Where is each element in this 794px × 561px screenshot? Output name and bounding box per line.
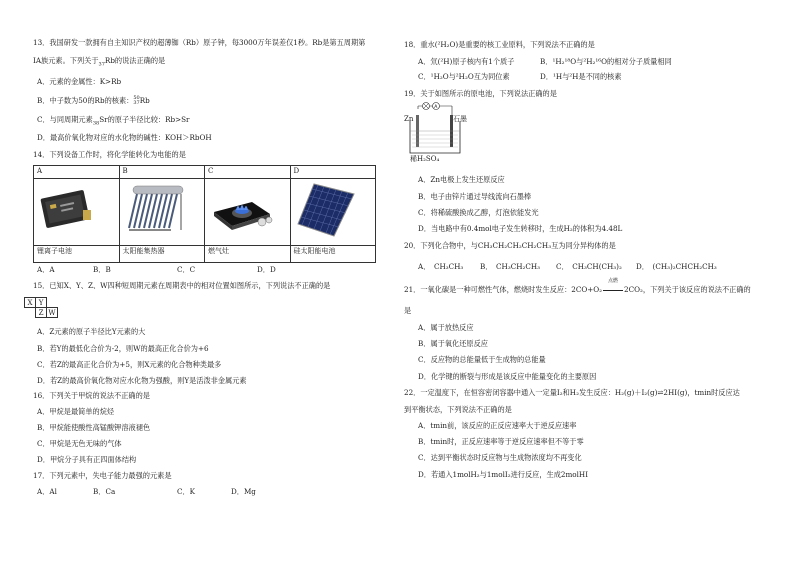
q21-option-a[interactable]: A．属于放热反应 bbox=[418, 323, 474, 332]
q21-option-d[interactable]: D．化学键的断裂与形成是该反应中能量变化的主要原因 bbox=[418, 372, 597, 381]
q19-option-c[interactable]: C．将稀硫酸换成乙醇，灯泡依能发光 bbox=[418, 208, 539, 217]
silicon-solar-panel-icon bbox=[294, 180, 360, 238]
q20-option-b[interactable]: B． CH₃CH₂CH₃ bbox=[480, 262, 541, 271]
q13-option-d[interactable]: D．最高价氧化物对应的水化物的碱性：KOH＞RbOH bbox=[37, 133, 212, 142]
q14-label-b: 太阳能集热器 bbox=[119, 245, 205, 262]
q14-label-d: 硅太阳能电池 bbox=[290, 245, 376, 262]
q14-header-b: B bbox=[119, 166, 205, 179]
q19-option-a[interactable]: A．Zn电极上发生还原反应 bbox=[418, 175, 505, 184]
q14-header-c: C bbox=[205, 166, 291, 179]
q14-image-cell-d bbox=[290, 179, 376, 245]
q16-option-d[interactable]: D．甲烷分子具有正四面体结构 bbox=[37, 455, 137, 464]
q17-option-c[interactable]: C．K bbox=[177, 487, 196, 496]
q16-option-c[interactable]: C．甲烷是无色无味的气体 bbox=[37, 439, 122, 448]
q13-stem-line1: 13．我国研发一款拥有自主知识产权的超薄铷（Rb）原子钟，每3000万年误差仅1秒。Rb是第五周期第 bbox=[33, 38, 366, 47]
q15-periodic-grid bbox=[24, 297, 64, 323]
q17-stem: 17．下列元素中，失电子能力最强的元素是 bbox=[33, 471, 172, 480]
lithium-battery-icon bbox=[37, 180, 97, 236]
q21-option-b[interactable]: B．属于氧化还原反应 bbox=[418, 339, 488, 348]
q13-option-b[interactable]: B．中子数为50的Rb的核素：50 37Rb bbox=[37, 95, 150, 106]
dilute-sulfuric-acid-label: 稀H₂SO₄ bbox=[410, 155, 440, 163]
q19-option-b[interactable]: B．电子由锌片通过导线流向石墨棒 bbox=[418, 192, 532, 201]
zn-electrode-label: Zn bbox=[404, 115, 414, 123]
q19-galvanic-cell-diagram bbox=[404, 101, 474, 165]
q14-image-cell-b bbox=[119, 179, 205, 245]
q13-option-a[interactable]: A．元素的金属性：K>Rb bbox=[37, 77, 122, 86]
q15-option-b[interactable]: B．若Y的最低化合价为-2，则W的最高正化合价为+6 bbox=[37, 344, 209, 353]
solar-water-heater-icon bbox=[123, 180, 189, 238]
q18-option-b[interactable]: B．¹H₂¹⁸O与²H₂¹⁶O的相对分子质量相同 bbox=[540, 57, 672, 66]
q20-option-a[interactable]: A． CH₃CH₃ bbox=[418, 262, 464, 271]
q22-option-a[interactable]: A．tmin前，该反应的正反应速率大于逆反应速率 bbox=[418, 421, 577, 430]
q21-condition: 点燃 bbox=[608, 278, 619, 284]
grid-cell-y: Y bbox=[35, 297, 47, 308]
q14-header-a: A bbox=[34, 166, 120, 179]
q22-stem-line2: 到平衡状态，下列说法不正确的是 bbox=[404, 405, 512, 414]
q17-option-a[interactable]: A．Al bbox=[37, 487, 57, 496]
q22-option-b[interactable]: B．tmin时，正反应速率等于逆反应速率但不等于零 bbox=[418, 437, 584, 446]
gas-stove-icon bbox=[208, 180, 274, 238]
q14-label-c: 燃气灶 bbox=[205, 245, 291, 262]
q13-stem-line2: ⅠA族元素。下列关于$_{37}$Rb的说法正确的是 bbox=[33, 56, 166, 68]
q20-option-d[interactable]: D． (CH₃)₂CHCH₂CH₃ bbox=[636, 262, 717, 271]
q14-label-a: 锂离子电池 bbox=[34, 245, 120, 262]
q15-option-a[interactable]: A．Z元素的原子半径比Y元素的大 bbox=[37, 327, 146, 336]
svg-text:A: A bbox=[434, 105, 438, 110]
q17-option-d[interactable]: D．Mg bbox=[231, 487, 256, 496]
q21-product: 2CO₂ bbox=[624, 285, 643, 294]
q15-option-d[interactable]: D．若Z的最高价氧化物对应水化物为强酸，则Y是活泼非金属元素 bbox=[37, 376, 247, 385]
q18-option-c[interactable]: C．¹H₂O与²H₂O互为同位素 bbox=[418, 72, 510, 81]
q16-stem: 16．下列关于甲烷的说法不正确的是 bbox=[33, 391, 150, 400]
q14-header-d: D bbox=[290, 166, 376, 179]
q22-stem-line1: 22．一定温度下，在恒容密闭容器中通入一定量I₂和H₂发生反应：H₂(g)＋I₂(g)⇌2HI(g)，tmin时反应达 bbox=[404, 388, 740, 397]
q22-option-c[interactable]: C．达到平衡状态时反应物与生成物浓度均不再变化 bbox=[418, 453, 582, 462]
q18-option-a[interactable]: A．氘(²H)原子核内有1个质子 bbox=[418, 57, 515, 66]
q19-stem: 19．关于如图所示的原电池，下列说法正确的是 bbox=[404, 89, 557, 98]
q20-option-c[interactable]: C． CH₃CH(CH₃)₂ bbox=[556, 262, 622, 271]
grid-cell-z: Z bbox=[35, 307, 47, 318]
q19-option-d[interactable]: D．当电路中有0.4mol电子发生转移时，生成H₂的体积为4.48L bbox=[418, 224, 623, 233]
q14-stem: 14．下列设备工作时，将化学能转化为电能的是 bbox=[33, 150, 186, 159]
q21-equation: 2CO+O₂ bbox=[571, 285, 603, 294]
q20-stem: 20．下列化合物中，与CH₃CH₂CH₂CH₂CH₃互为同分异构体的是 bbox=[404, 241, 616, 250]
q14-option-c[interactable]: C．C bbox=[177, 265, 196, 274]
q14-option-d[interactable]: D．D bbox=[257, 265, 276, 274]
q22-equation: H₂(g)＋I₂(g)⇌2HI(g) bbox=[614, 388, 688, 397]
grid-cell-w: W bbox=[46, 307, 58, 318]
grid-cell-x: X bbox=[24, 297, 36, 308]
q22-option-d[interactable]: D．若通入1molH₂与1molI₂进行反应，生成2molHI bbox=[418, 470, 589, 479]
q14-device-table bbox=[33, 165, 376, 263]
q21-stem-line1: 21．一氧化碳是一种可燃性气体，燃烧时发生反应：2CO+O₂ 点燃 2CO₂，下列关于该反应的说法不正确的 bbox=[404, 278, 751, 294]
q16-option-b[interactable]: B．甲烷能使酸性高锰酸钾溶液褪色 bbox=[37, 423, 151, 432]
q16-option-a[interactable]: A．甲烷是最简单的烷烃 bbox=[37, 407, 115, 416]
q15-stem: 15．已知X、Y、Z、W四种短周期元素在周期表中的相对位置如图所示，下列说法不正确的是 bbox=[33, 281, 331, 290]
q14-option-a[interactable]: A．A bbox=[37, 265, 55, 274]
q17-option-b[interactable]: B．Ca bbox=[93, 487, 116, 496]
q21-stem-line2: 是 bbox=[404, 306, 412, 315]
q18-stem: 18．重水(²H₂O)是重要的核工业原料，下列说法不正确的是 bbox=[404, 40, 595, 49]
graphite-electrode-label: 石墨 bbox=[453, 115, 467, 123]
q14-image-cell-c bbox=[205, 179, 291, 245]
q15-option-c[interactable]: C．若Z的最高正化合价为+5，则X元素的化合物种类最多 bbox=[37, 360, 222, 369]
q18-option-d[interactable]: D．¹H与²H是不同的核素 bbox=[540, 72, 622, 81]
q14-image-cell-a bbox=[34, 179, 120, 245]
q14-option-b[interactable]: B．B bbox=[93, 265, 111, 274]
q21-option-c[interactable]: C．反应物的总能量低于生成物的总能量 bbox=[418, 355, 546, 364]
q13-option-c[interactable]: C．与同周期元素$_{38}$Sr的原子半径比较：Rb>Sr bbox=[37, 115, 190, 127]
